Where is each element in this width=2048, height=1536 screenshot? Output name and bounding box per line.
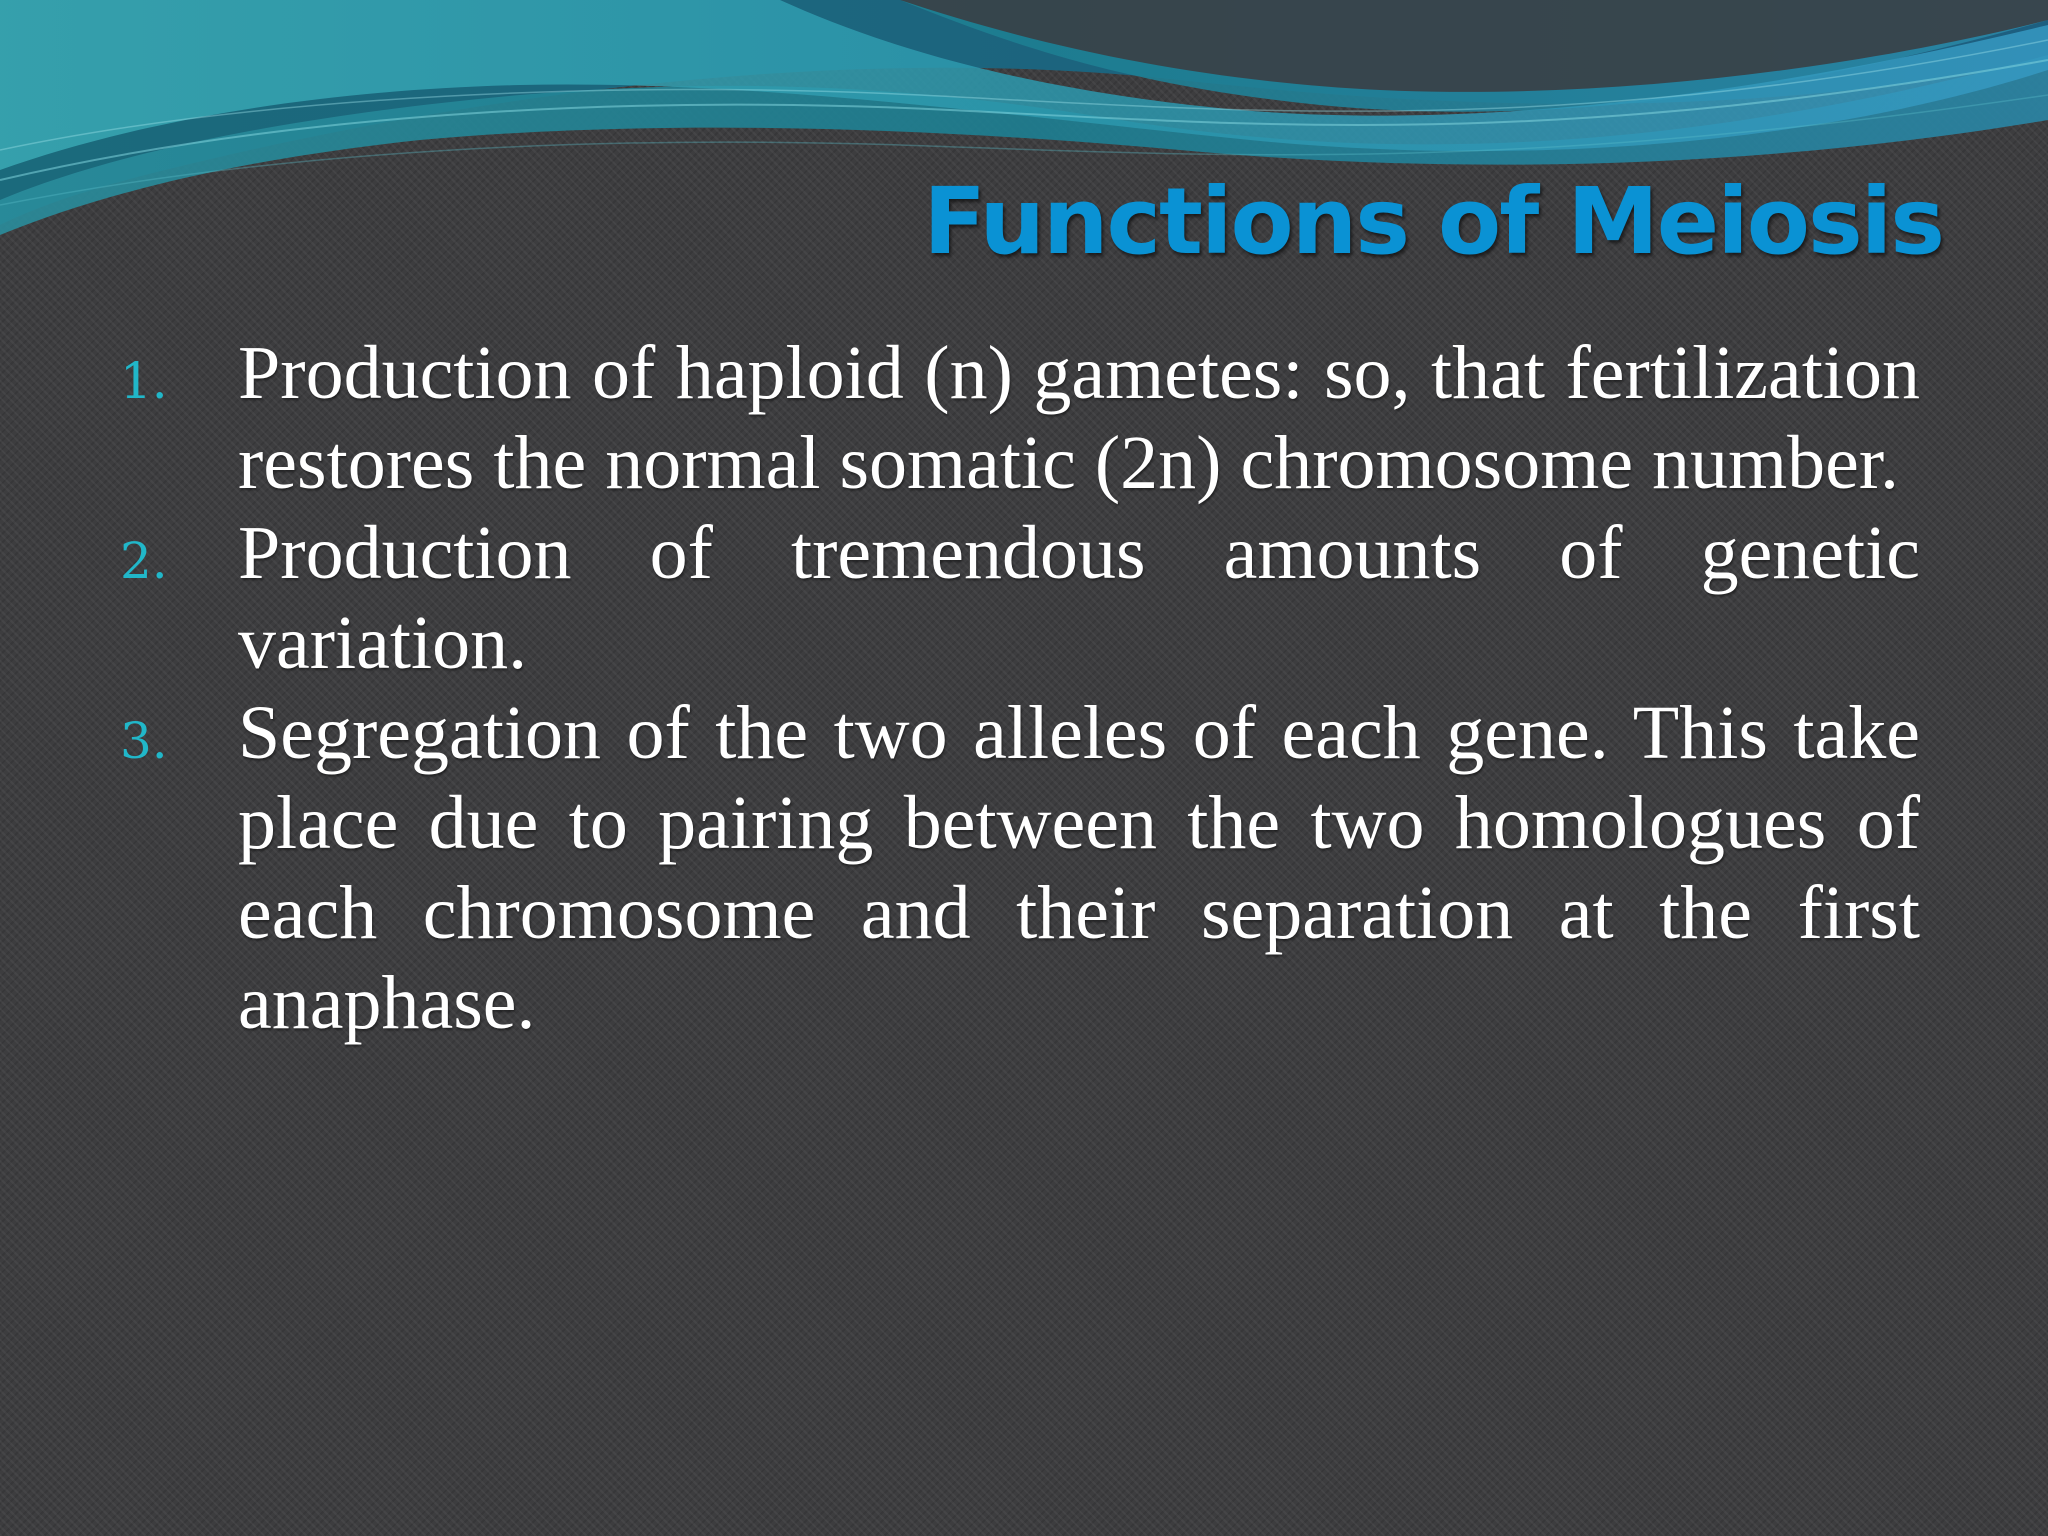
functions-list — [120, 328, 1920, 1048]
slide-title: Functions of Meiosis — [923, 168, 1943, 275]
list-item-text: Production of haploid (n) gametes: so, that fertilization restores the normal somatic (2n) chromosome number. — [238, 331, 1920, 505]
list-item-text: Segregation of the two alleles of each gene. This take place due to pairing between the two homologues of each chromosome and their separation at the first anaphase. — [238, 691, 1920, 1045]
list-item — [120, 328, 1920, 508]
list-item — [120, 508, 1920, 688]
list-item — [120, 688, 1920, 1048]
list-item-number: 2. — [120, 532, 168, 590]
list-item-text: Production of tremendous amounts of genetic variation. — [238, 511, 1920, 685]
list-item-number: 3. — [120, 712, 168, 770]
list-item-number: 1. — [120, 352, 168, 410]
